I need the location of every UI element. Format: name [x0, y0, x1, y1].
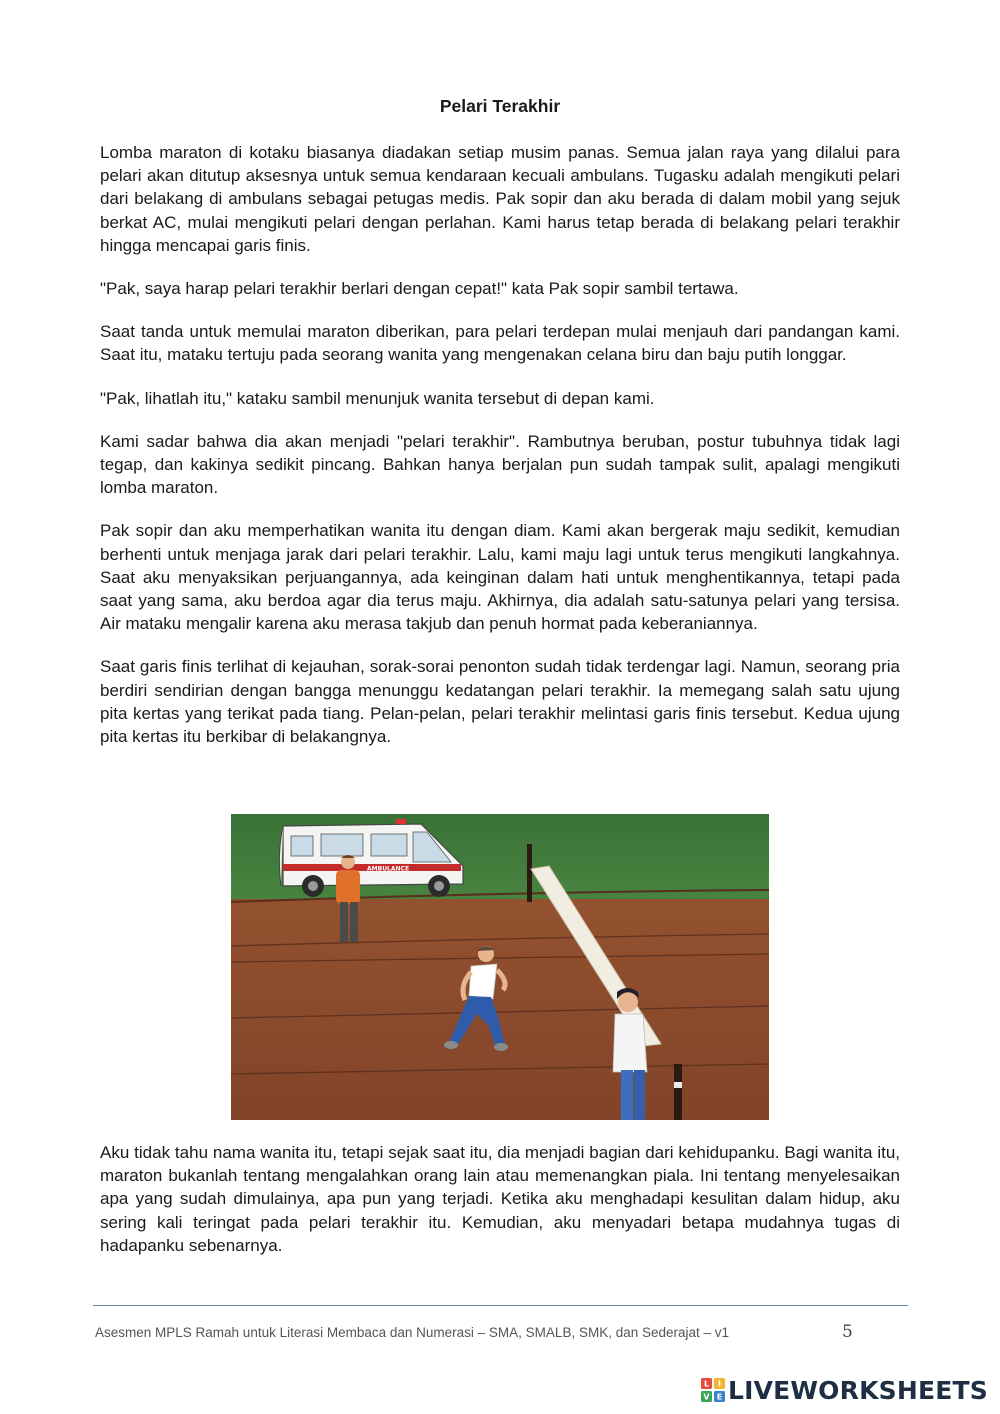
finish-post-front [674, 1064, 682, 1120]
brand-name: LIVEWORKSHEETS [727, 1375, 988, 1405]
ambulance-label: AMBULANCE [367, 865, 410, 873]
liveworksheets-brand[interactable] [701, 1374, 988, 1406]
logo-letter-v: V [703, 1392, 710, 1402]
logo-letter-l: L [703, 1379, 709, 1389]
page-number: 5 [842, 1322, 853, 1342]
running-track [231, 899, 769, 1120]
paragraph-2: "Pak, saya harap pelari terakhir berlari dengan cepat!" kata Pak sopir sambil tertawa. [100, 279, 739, 299]
paragraph-1: Lomba maraton di kotaku biasanya diadakan setiap musim panas. Semua jalan raya yang dilalui para pelari akan ditutup aksesnya untuk semua kendaraan kecuali ambulans. Tugasku adalah mengikuti pelari dari belakang di ambulans sebagai petugas medis. Pak sopir dan aku berada di dalam mobil yang sejuk berkat AC, mulai mengikuti pelari dengan perlahan. Kami harus tetap berada di belakang pelari terakhir hingga mencapai garis finis. [100, 143, 900, 255]
paragraph-6: Pak sopir dan aku memperhatikan wanita itu dengan diam. Kami akan bergerak maju sedikit, kemudian berhenti untuk menjaga jarak dari pelari terakhir. Lalu, kami maju lagi untuk terus mengikuti langkahnya. Saat aku menyaksikan perjuangannya, ada keinginan dalam hati untuk menghentikannya, tetapi pada saat yang sama, aku berdoa agar dia terus maju. Akhirnya, dia adalah satu-satunya pelari yang tersisa. Air mataku mengalir karena aku merasa takjub dan penuh hormat pada keberaniannya. [100, 521, 900, 634]
logo-letter-e: E [716, 1392, 723, 1402]
finish-post-back [527, 844, 532, 902]
paragraph-4: "Pak, lihatlah itu," kataku sambil menunjuk wanita tersebut di depan kami. [100, 388, 655, 408]
paragraph-3: Saat tanda untuk memulai maraton diberikan, para pelari terdepan mulai menjauh dari pandangan kami. Saat itu, mataku tertuju pada seorang wanita yang mengenakan celana biru dan baju putih longgar. [100, 322, 900, 365]
logo-letter-i: I [717, 1379, 721, 1389]
closing-section [100, 1141, 900, 1257]
story-body [100, 141, 900, 768]
paragraph-5: Kami sadar bahwa dia akan menjadi "pelari terakhir". Rambutnya beruban, postur tubuhnya tidak lagi tegap, dan kakinya sedikit pincang. Bahkan hanya berjalan pun sudah tampak sulit, apalagi mengikuti lomba maraton. [100, 431, 900, 498]
story-title: Pelari Terakhir [439, 96, 561, 116]
footer-text: Asesmen MPLS Ramah untuk Literasi Membaca dan Numerasi – SMA, SMALB, SMK, dan Sederajat – v1 [95, 1325, 730, 1340]
closing-paragraph: Aku tidak tahu nama wanita itu, tetapi sejak saat itu, dia menjadi bagian dari kehidupanku. Bagi wanita itu, maraton bukanlah tentang mengalahkan orang lain atau memenangkan piala. Ini tentang menyelesaikan apa yang sudah dimulainya, apa pun yang terjadi. Ketika aku menghadapi kesulitan dalam hidup, aku sering kali teringat pada pelari terakhir itu. Kemudian, aku menyadari betapa mudahnya tugas di hadapanku sebenarnya. [100, 1143, 900, 1255]
footer-divider [93, 1305, 908, 1306]
liveworksheets-logo-icon [701, 1378, 725, 1402]
marathon-illustration [231, 814, 769, 1120]
paragraph-7: Saat garis finis terlihat di kejauhan, sorak-sorai penonton sudah tidak terdengar lagi. Namun, seorang pria berdiri sendirian dengan bangga menunggu kedatangan pelari terakhir. Ia memegang salah satu ujung pita kertas yang terikat pada tiang. Pelan-pelan, pelari terakhir melintasi garis finis tersebut. Kedua ujung pita kertas itu berkibar di belakangnya. [100, 657, 900, 747]
